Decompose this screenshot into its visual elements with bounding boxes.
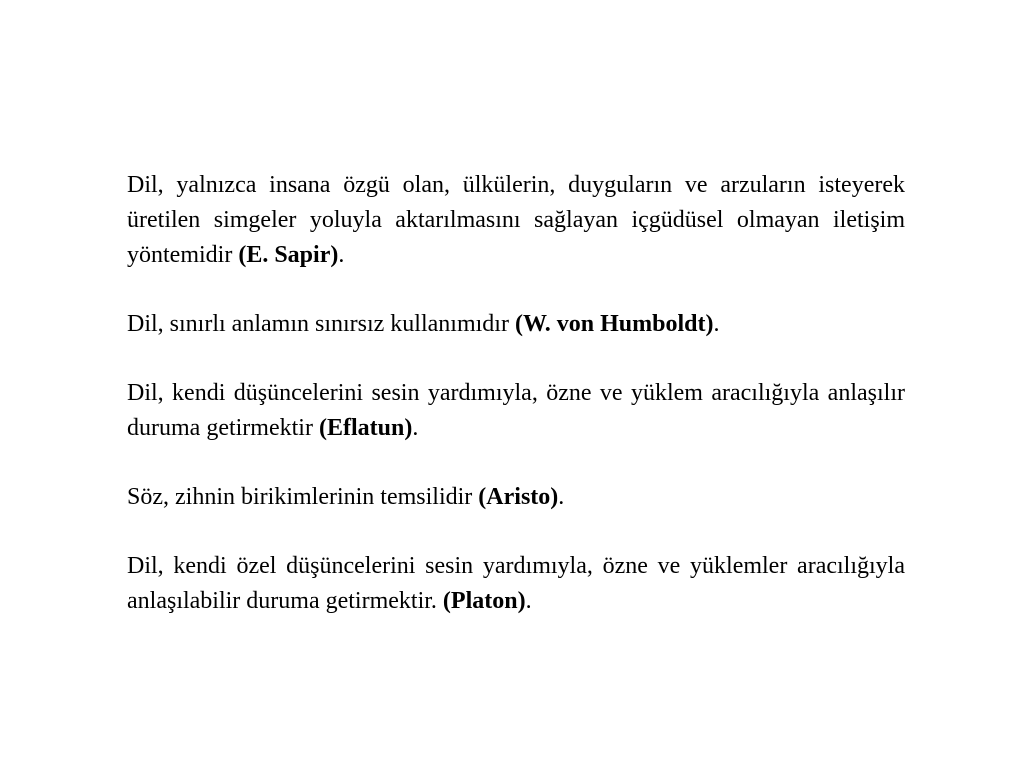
quote-humboldt (127, 307, 905, 342)
paren-open: ( (442, 588, 451, 614)
paren-open: ( (514, 311, 523, 337)
quote-end: . (525, 588, 532, 614)
quote-text: Dil, kendi düşüncelerini sesin yardımıyla, özne ve yüklem aracılığıyla anlaşılır duruma getirmektir (127, 380, 905, 441)
quote-sapir (127, 168, 905, 273)
quote-eflatun (127, 376, 905, 446)
quote-author: E. Sapir (246, 242, 331, 268)
quote-end: . (412, 415, 419, 441)
quote-text: Dil, yalnızca insana özgü olan, ülkülerin, duyguların ve arzuların isteyerek üretilen simgeler yoluyla aktarılmasını sağlayan içgüdüsel olmayan iletişim yöntemidir (127, 172, 905, 268)
quote-author: W. von Humboldt (522, 311, 706, 337)
quote-end: . (713, 311, 720, 337)
slide-body (127, 168, 905, 653)
quote-end: . (558, 484, 565, 510)
paren-close: ) (330, 242, 339, 268)
paren-open: ( (238, 242, 247, 268)
quote-text: Dil, kendi özel düşüncelerini sesin yardımıyla, özne ve yüklemler aracılığıyla anlaşılabilir duruma getirmektir. (127, 553, 905, 614)
quote-end: . (338, 242, 345, 268)
quote-author: Platon (450, 588, 518, 614)
quote-author: Aristo (486, 484, 551, 510)
paren-close: ) (404, 415, 413, 441)
quote-author: Eflatun (326, 415, 405, 441)
quote-platon (127, 549, 905, 619)
paren-close: ) (705, 311, 714, 337)
quote-text: Söz, zihnin birikimlerinin temsilidir (127, 484, 479, 510)
paren-close: ) (517, 588, 526, 614)
paren-open: ( (478, 484, 487, 510)
quote-text: Dil, sınırlı anlamın sınırsız kullanımıdır (127, 311, 515, 337)
paren-open: ( (318, 415, 327, 441)
quote-aristo (127, 480, 905, 515)
paren-close: ) (550, 484, 559, 510)
